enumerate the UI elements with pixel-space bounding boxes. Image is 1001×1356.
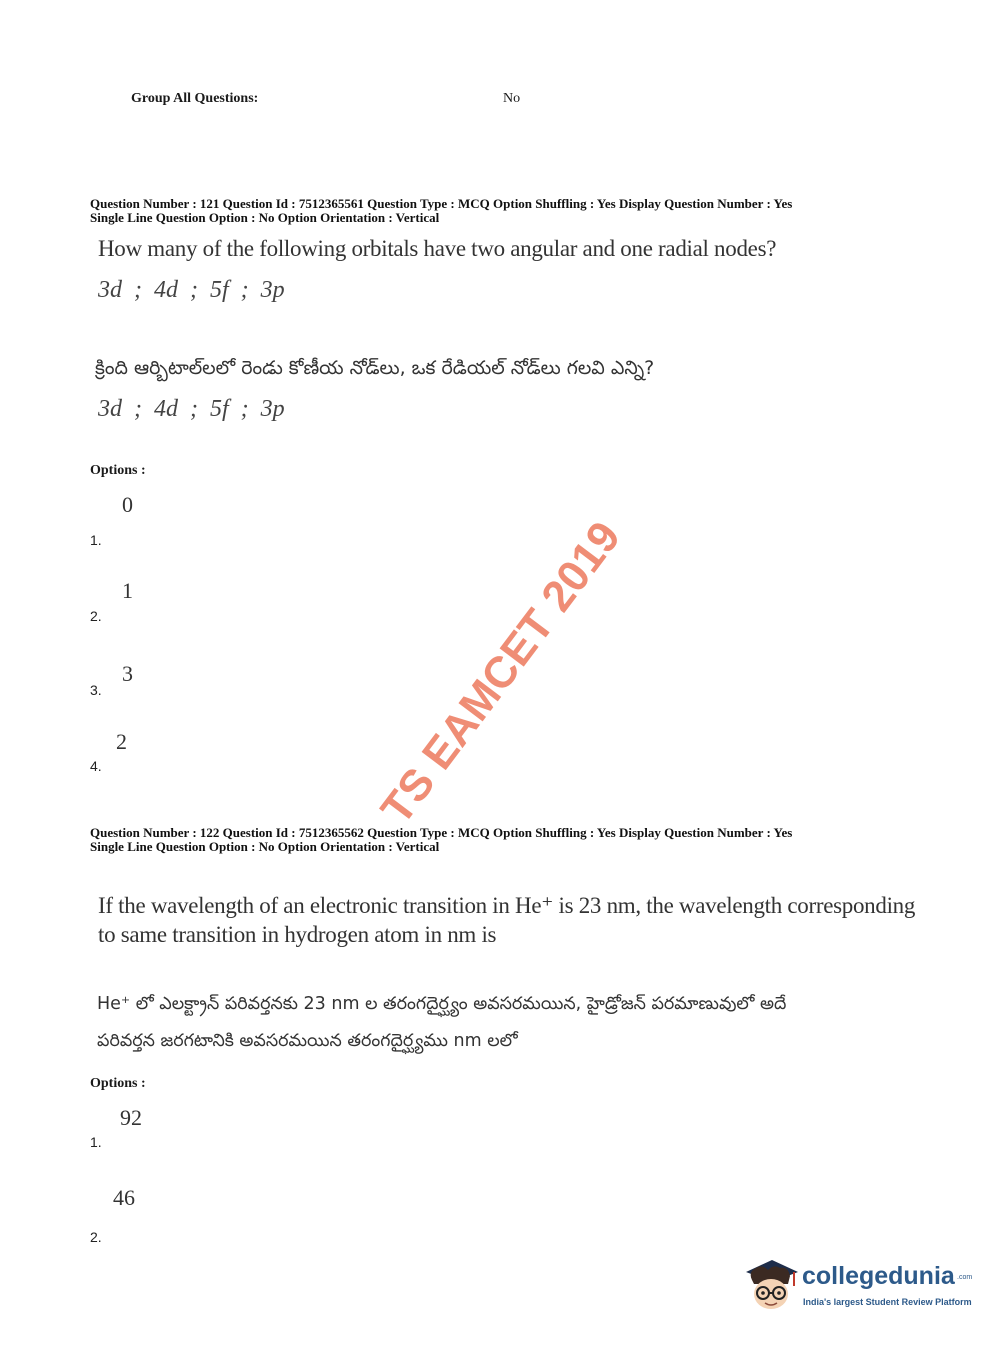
collegedunia-logo[interactable]: [742, 1250, 972, 1318]
question-121-orbitals-telugu: 3d ; 4d ; 5f ; 3p: [98, 396, 285, 422]
question-122-text-english-line-2: to same transition in hydrogen atom in nm is: [98, 922, 497, 947]
question-121-option-2-value[interactable]: 1: [122, 578, 133, 603]
question-122-text-telugu-line-2: పరివర్తన జరగటానికి అవసరమయిన తరంగదైర్ఘ్యము nm లలో: [97, 1031, 518, 1051]
question-121-meta-line-1: Question Number : 121 Question Id : 7512365561 Question Type : MCQ Option Shuffling : Yes Display Question Number : Yes: [90, 196, 793, 211]
question-122-meta-line-2: Single Line Question Option : No Option Orientation : Vertical: [90, 839, 440, 854]
question-122-option-1-number: 1.: [90, 1134, 102, 1150]
question-121-orbitals-english: 3d ; 4d ; 5f ; 3p: [98, 277, 285, 303]
question-121-meta-line-2: Single Line Question Option : No Option Orientation : Vertical: [90, 210, 440, 225]
question-122-text-telugu-line-1: He⁺ లో ఎలక్ట్రాన్ పరివర్తనకు 23 nm ల తరంగదైర్ఘ్యం అవసరమయిన, హైడ్రోజన్ పరమాణువులో అదే: [97, 994, 787, 1014]
question-122-meta-line-1: Question Number : 122 Question Id : 7512365562 Question Type : MCQ Option Shuffling : Yes Display Question Number : Yes: [90, 825, 793, 840]
group-all-questions-label: Group All Questions:: [131, 91, 259, 106]
question-122-option-2-number: 2.: [90, 1229, 102, 1245]
question-121-option-4-value[interactable]: 2: [116, 729, 127, 754]
group-all-questions-value: No: [503, 91, 521, 106]
question-121-option-3-value[interactable]: 3: [122, 661, 133, 686]
question-121-option-2-number: 2.: [90, 608, 102, 624]
logo-wordmark: collegedunia: [802, 1262, 955, 1290]
logo-tagline: India's largest Student Review Platform: [803, 1297, 972, 1307]
question-121-text-english: How many of the following orbitals have two angular and one radial nodes?: [98, 236, 777, 261]
question-121-options-label: Options :: [90, 463, 146, 478]
question-121-option-4-number: 4.: [90, 758, 102, 774]
question-122-option-2-value[interactable]: 46: [113, 1185, 135, 1210]
logo-dotcom: .com: [957, 1274, 973, 1281]
question-122-text-english-line-1: If the wavelength of an electronic transition in He⁺ is 23 nm, the wavelength corresponding: [98, 893, 916, 918]
question-121-option-1-number: 1.: [90, 532, 102, 548]
watermark-text: TS EAMCET 2019: [371, 512, 631, 834]
question-121-text-telugu: క్రింది ఆర్బిటాల్‌లలో రెండు కోణీయ నోడ్‌లు, ఒక రేడియల్ నోడ్‌లు గలవి ఎన్ని?: [95, 357, 655, 379]
question-122-option-1-value[interactable]: 92: [120, 1105, 142, 1130]
student-mascot-icon: [742, 1250, 802, 1318]
question-121-option-1-value[interactable]: 0: [122, 492, 133, 517]
question-122-options-label: Options :: [90, 1076, 146, 1091]
question-121-option-3-number: 3.: [90, 682, 102, 698]
